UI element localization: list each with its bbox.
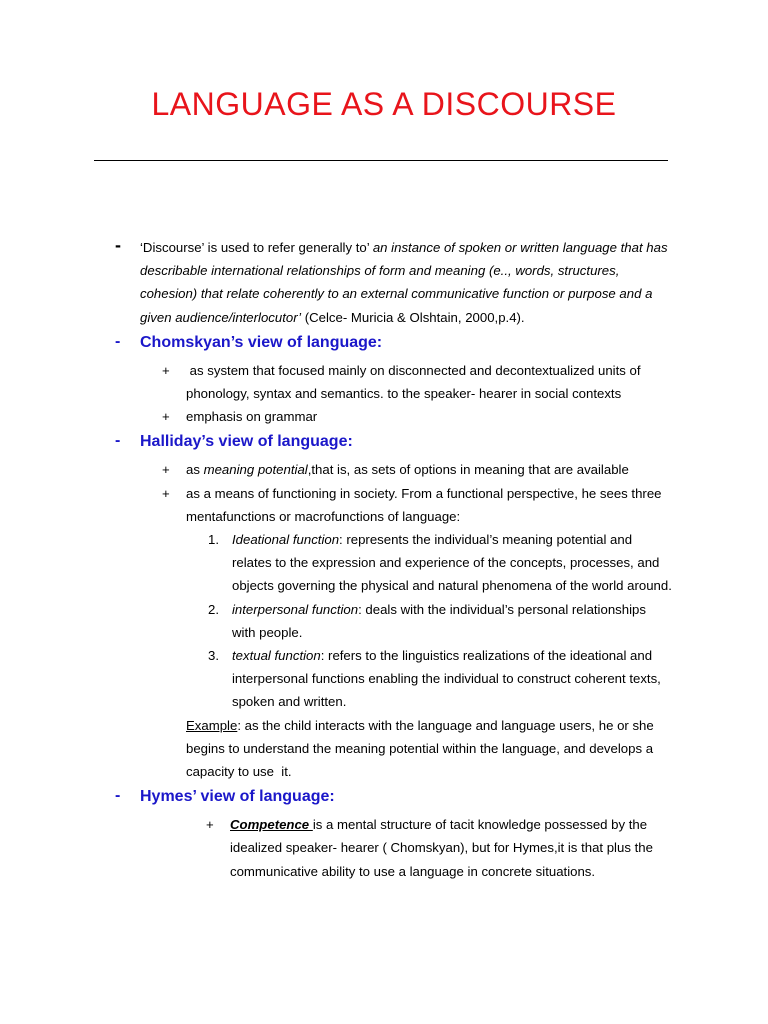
halliday-heading: Halliday’s view of language: (140, 433, 353, 451)
document-body (0, 236, 768, 883)
function-term: textual function (232, 648, 321, 664)
example-label: Example (186, 717, 238, 733)
function-text: : refers to the linguistics realizations of the ideational and interpersonal functions enabling the individual to construct coherent texts, spoken and written. (232, 648, 661, 710)
list-item-text-post: ,that is, as sets of options in meaning that are available (307, 462, 629, 478)
list-item-text: is a mental structure of tacit knowledge possessed by the idealized speaker- hearer ( Chomskyan), but for Hymes,it is that plus the communicative ability to use a language in concrete situations. (230, 817, 653, 879)
intro-text-1: ‘Discourse’ is used to refer generally to’ (140, 240, 370, 255)
intro-paragraph (140, 236, 678, 329)
intro-section (0, 236, 768, 329)
function-item (208, 528, 672, 598)
list-item-text: as system that focused mainly on disconnected and decontextualized units of phonology, syntax and semantics. to the speaker- hearer in social contexts (186, 362, 645, 402)
function-item (208, 598, 672, 644)
example-paragraph (186, 714, 666, 784)
plus-marker: + (162, 485, 170, 501)
page-title: LANGUAGE AS A DISCOURSE (151, 86, 617, 122)
intro-definition: an instance of spoken or written language that has describable international relationships of form and meaning (e.., words, structures, cohesion) that relate coherently to an external communicative function or purpose and a given audience/interlocutor’ (140, 240, 668, 325)
competence-term: Competence (230, 817, 313, 833)
function-text: : deals with the individual’s personal relationships with people. (232, 601, 646, 640)
meaning-potential-term: meaning potential (203, 462, 308, 478)
function-number: 3. (208, 648, 219, 664)
chomsky-heading: Chomskyan’s view of language: (140, 333, 383, 351)
list-item-text: emphasis on grammar (186, 409, 318, 425)
halliday-section (0, 429, 768, 455)
function-number: 1. (208, 532, 219, 548)
hymes-section (0, 784, 768, 810)
bullet-dash: - (115, 235, 121, 255)
function-item (208, 644, 672, 714)
plus-marker: + (162, 409, 170, 425)
function-term: interpersonal function (232, 601, 359, 617)
bullet-dash: - (115, 787, 121, 805)
hymes-heading: Hymes’ view of language: (140, 788, 335, 806)
intro-citation: (Celce- Muricia & Olshtain, 2000,p.4). (304, 309, 525, 325)
function-number: 2. (208, 601, 219, 617)
title-divider (94, 160, 668, 161)
chomsky-section (0, 330, 768, 356)
list-item (162, 405, 680, 428)
bullet-dash: - (115, 332, 121, 350)
list-item (162, 458, 680, 481)
list-item (206, 813, 660, 883)
function-term: Ideational function (232, 532, 340, 548)
function-text: : represents the individual’s meaning potential and relates to the expression and experience of the concepts, processes, and objects governing the physical and natural phenomena of the world around. (232, 532, 672, 594)
list-item-text: as a means of functioning in society. From a functional perspective, he sees three mentafunctions or macrofunctions of language: (186, 485, 662, 524)
list-item (162, 359, 680, 405)
example-text: : as the child interacts with the language and language users, he or she begins to understand the meaning potential within the language, and develops a capacity to use it. (186, 717, 658, 780)
list-item-text-pre: as (186, 462, 204, 478)
bullet-dash: - (115, 432, 121, 450)
list-item (162, 482, 680, 528)
plus-marker: + (162, 462, 170, 478)
plus-marker: + (206, 817, 214, 833)
plus-marker: + (162, 362, 170, 378)
